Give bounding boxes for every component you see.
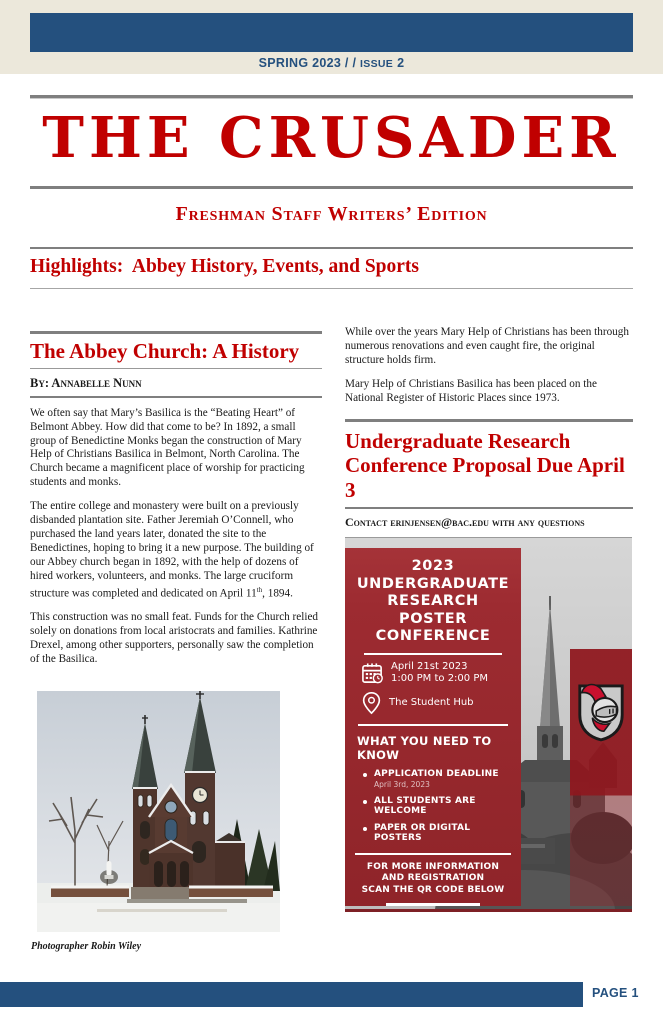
poster-section-heading: WHAT YOU NEED TO KNOW	[357, 733, 492, 762]
poster-date: April 21st 2023	[391, 660, 468, 672]
bullet-dot	[363, 773, 367, 777]
qr-code	[386, 903, 480, 906]
calendar-icon	[361, 662, 384, 685]
poster-date-row	[361, 661, 511, 686]
poster-info-line-1: FOR MORE INFORMATION AND REGISTRATION	[366, 861, 500, 883]
event-heading: Undergraduate Research Conference Proposal Due April 3	[345, 428, 625, 503]
byline-rule	[30, 396, 322, 398]
crusader-knight-logo	[575, 679, 627, 743]
article-rule-top	[30, 331, 322, 334]
right-paragraph-1: While over the years Mary Help of Christians has been through numerous renovations and even caught fire, the original structure holds firm.	[345, 326, 629, 366]
highlights-rule-bottom	[30, 288, 633, 289]
masthead-rule-top	[30, 95, 633, 99]
ordinal-superscript: th	[256, 585, 263, 594]
event-heading-rule	[345, 507, 633, 509]
left-column	[30, 331, 322, 667]
poster-title-line: UNDERGRADUATE	[356, 575, 510, 592]
article-heading: The Abbey Church: A History	[30, 339, 300, 363]
poster-title-line: CONFERENCE	[375, 628, 491, 644]
bullet-item	[363, 769, 511, 789]
issue-prefix: SPRING 2023 / /	[258, 56, 357, 70]
poster-red-panel	[345, 548, 521, 906]
poster-divider	[364, 653, 501, 655]
poster-divider	[358, 724, 508, 726]
clock-icon	[373, 673, 382, 682]
event-poster	[345, 537, 632, 912]
poster-title-line: 2023	[411, 558, 455, 574]
article-paragraph-3: This construction was no small feat. Funds for the Church relied solely on donations from local aristocrats and families. Kathrine Drexel, among other supporters, personally saw the completion of the Basilica.	[30, 611, 319, 665]
masthead-rule-bottom	[30, 186, 633, 189]
bullet-dot	[363, 827, 367, 831]
page-number: PAGE 1	[592, 986, 639, 1000]
poster-title-line: RESEARCH POSTER	[387, 593, 479, 627]
bullet-label: ALL STUDENTS ARE WELCOME	[374, 795, 476, 816]
location-pin-icon	[361, 691, 382, 715]
bullet-dot	[363, 800, 367, 804]
highlights-line: Highlights: Abbey History, Events, and Sports	[30, 256, 419, 277]
poster-location: The Student Hub	[389, 697, 474, 708]
poster-divider	[355, 853, 511, 855]
paragraph-text: , 1894.	[262, 587, 293, 600]
bullet-label: PAPER OR DIGITAL POSTERS	[374, 822, 471, 843]
church-photo	[37, 691, 280, 932]
poster-info-line-2: SCAN THE QR CODE BELOW	[361, 884, 505, 895]
paragraph-text: The entire college and monastery were built on a previously disbanded plantation site. Father Jeremiah O’Connell, who purchased the land years later, donated the site to the Benedictines, hoping to bring it a new purpose. The building of our Abbey church began in 1892, with the help of dozens of hired workers, volunteers, and monks. The large cruciform structure was completed and dedicated on April 11	[30, 500, 314, 600]
bullet-sublabel: April 3rd, 2023	[374, 779, 430, 789]
poster-location-row	[361, 691, 511, 715]
poster-title	[355, 558, 511, 646]
article-byline: By: Annabelle Nunn	[30, 375, 142, 390]
photo-caption: Photographer Robin Wiley	[31, 941, 142, 952]
article-paragraph-2	[30, 500, 322, 601]
highlights-rule-top	[30, 247, 633, 249]
issue-line	[0, 56, 663, 70]
issue-number: 2	[397, 56, 405, 70]
event-rule-top	[345, 419, 633, 422]
contact-line: Contact erinjensen@bac.edu with any questions	[345, 514, 585, 529]
bullet-item	[363, 796, 511, 816]
bullet-label: APPLICATION DEADLINE	[374, 768, 499, 779]
poster-time: 1:00 PM to 2:00 PM	[391, 673, 488, 684]
masthead-title: THE CRUSADER	[42, 105, 621, 171]
bullet-item	[363, 823, 511, 843]
footer-bar	[0, 982, 583, 1007]
right-paragraph-2: Mary Help of Christians Basilica has been placed on the National Register of Historic Places since 1973.	[345, 377, 597, 404]
issue-word: ISSUE	[360, 58, 394, 70]
top-banner-bar	[30, 13, 633, 52]
edition-subtitle: Freshman Staff Writers’ Edition	[175, 203, 488, 225]
right-column	[345, 326, 633, 530]
article-heading-rule	[30, 368, 322, 369]
article-paragraph-1: We often say that Mary’s Basilica is the “Beating Heart” of Belmont Abbey. How did that come to be? In 1892, a small group of Benedictine Monks began the construction of Mary Help of Christians Basilica in Belmont, North Carolina. The Church became a magnificent place of worship for practicing students and monks.	[30, 406, 305, 489]
